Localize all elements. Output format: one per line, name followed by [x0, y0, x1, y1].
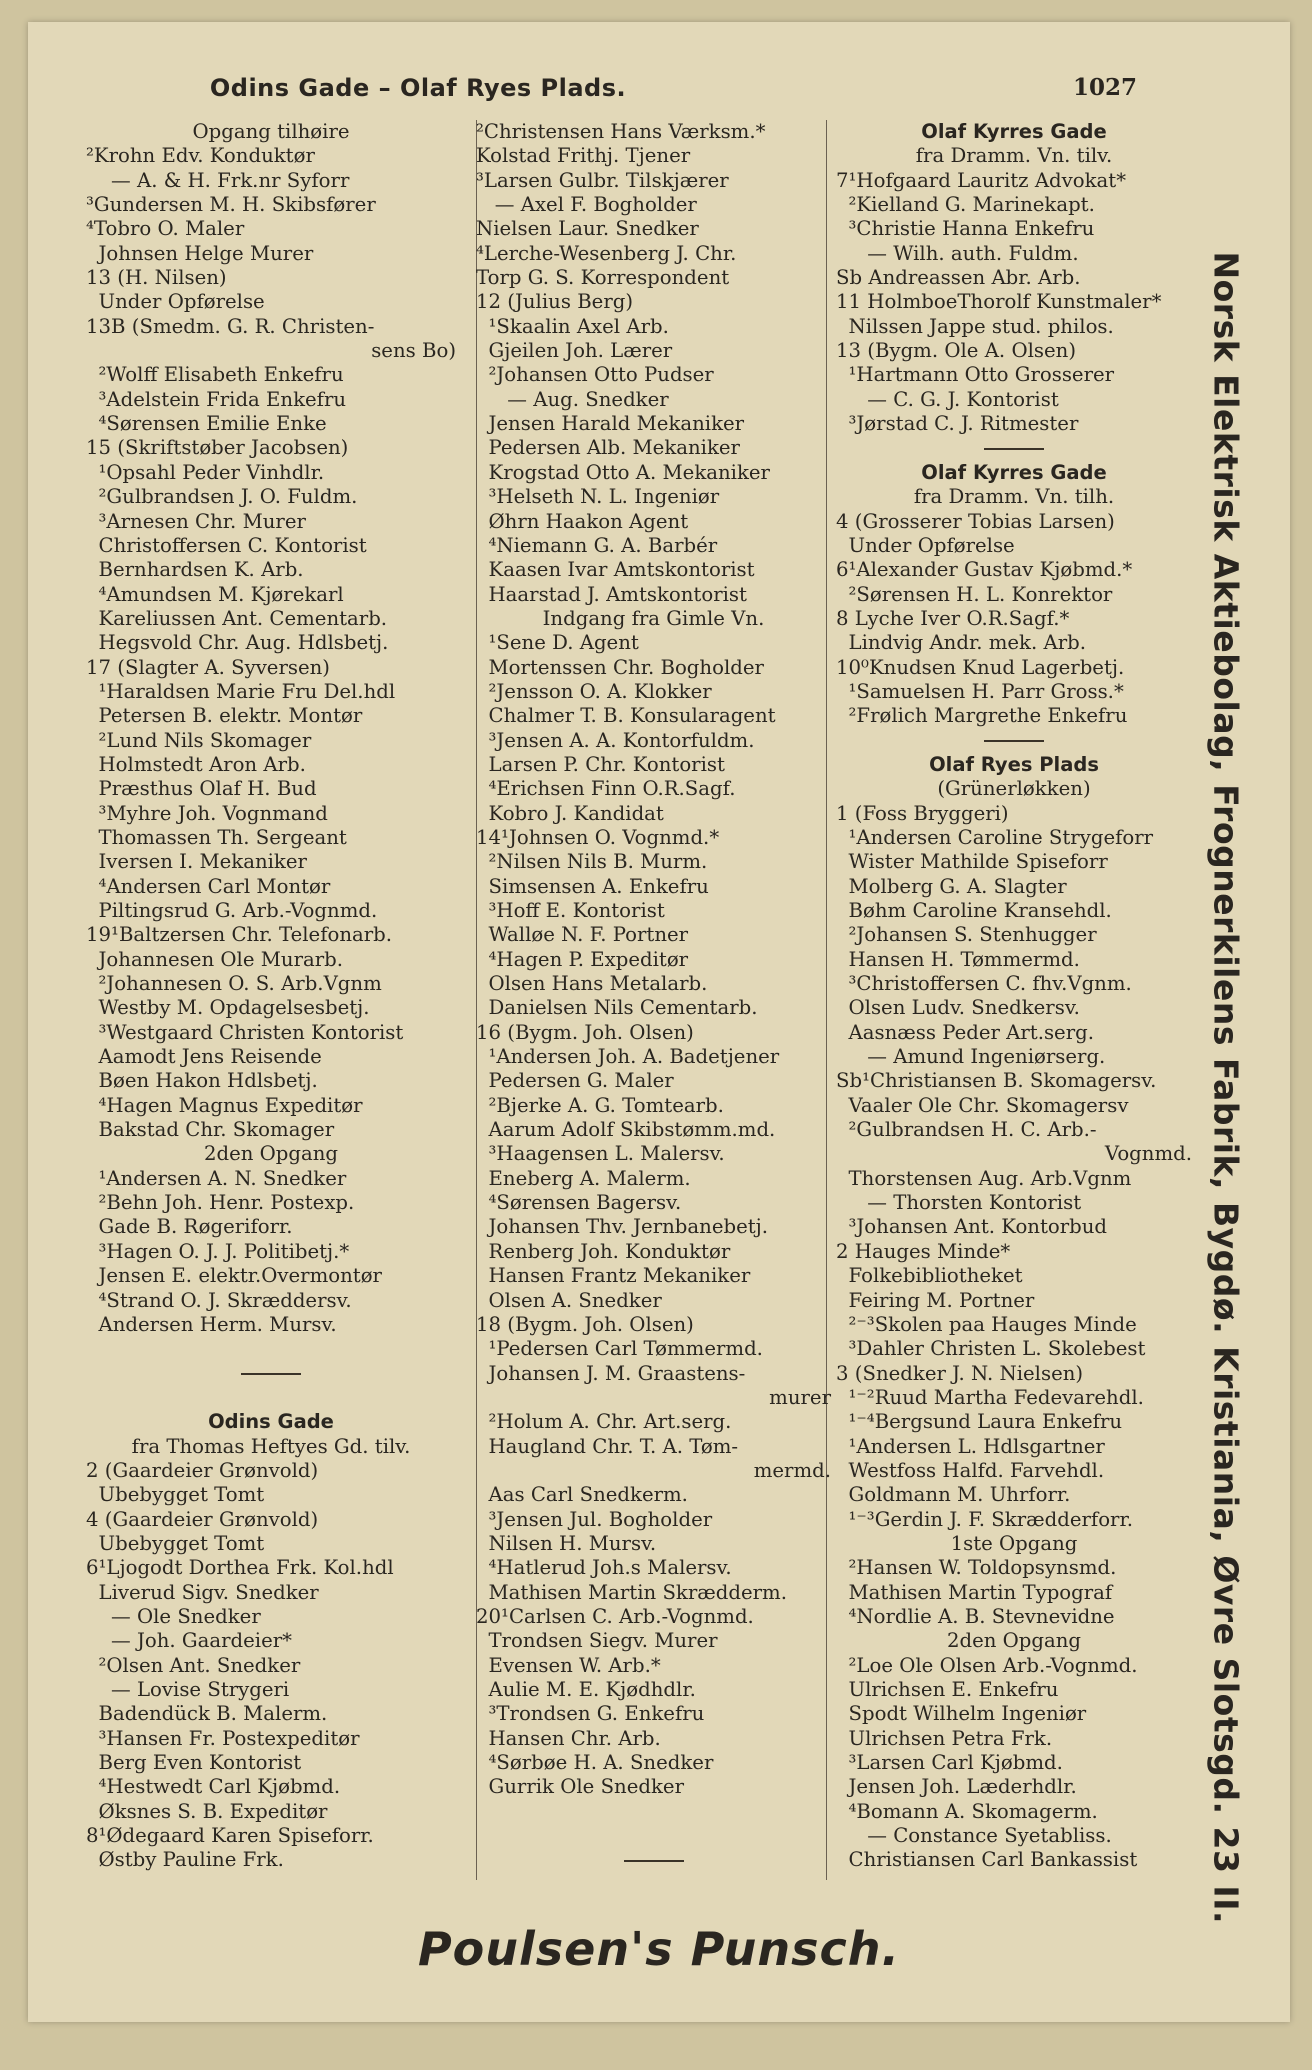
directory-entry: Feiring M. Portner [836, 1288, 1035, 1312]
divider-rule [241, 1373, 301, 1375]
section-note: fra Dramm. Vn. tilv. [915, 144, 1113, 168]
directory-entry: Larsen P. Chr. Kontorist [476, 752, 725, 776]
directory-entry: ⁴Bomann A. Skomagerm. [836, 1799, 1098, 1823]
directory-entry: ¹Samuelsen H. Parr Gross.* [836, 679, 1124, 703]
directory-entry: ²Loe Ole Olsen Arb.-Vognmd. [836, 1653, 1138, 1677]
directory-entry: Bakstad Chr. Skomager [86, 1118, 335, 1142]
directory-entry: Aulie M. E. Kjødhdlr. [476, 1678, 696, 1701]
directory-entry: ³Jensen A. A. Kontorfuldm. [476, 728, 755, 752]
column-middle [476, 120, 831, 1873]
directory-entry: ³Dahler Christen L. Skolebest [836, 1337, 1146, 1361]
directory-entry: ²Lund Nils Skomager [86, 728, 312, 752]
directory-entry: ³Haagensen L. Malersv. [476, 1142, 725, 1166]
directory-entry: — Amund Ingeniørserg. [836, 1045, 1106, 1069]
section-divider [836, 436, 1192, 460]
directory-entry: Johannesen Ole Murarb. [86, 947, 343, 971]
directory-entry: Mathisen Martin Skrædderm. [476, 1580, 787, 1604]
directory-entry: ³Myhre Joh. Vognmand [86, 801, 328, 825]
directory-entry: ⁴Sørensen Bagersv. [476, 1191, 682, 1215]
directory-entry: ³Christoffersen C. fhv.Vgnm. [836, 972, 1132, 996]
directory-entry: Ulrichsen Petra Frk. [836, 1726, 1053, 1750]
directory-entry: ¹Skaalin Axel Arb. [476, 314, 669, 338]
directory-entry: Molberg G. A. Slagter [836, 874, 1067, 898]
directory-entry: Ulrichsen E. Enkefru [836, 1678, 1059, 1701]
directory-entry: Hansen Frantz Mekaniker [476, 1264, 751, 1288]
directory-entry: ³Jørstad C. J. Ritmester [836, 412, 1079, 436]
directory-entry: Spodt Wilhelm Ingeniør [836, 1702, 1087, 1726]
entry-continuation: murer [769, 1385, 831, 1409]
directory-entry: ¹Hartmann Otto Grosserer [836, 363, 1115, 387]
section-divider [476, 1848, 831, 1872]
directory-entry: ¹Haraldsen Marie Fru Del.hdl [86, 679, 396, 703]
directory-entry: ²Johannesen O. S. Arb.Vgnm [86, 972, 382, 996]
directory-entry: Eneberg A. Malerm. [476, 1166, 691, 1190]
directory-entry: Sb¹Christiansen B. Skomagersv. [836, 1069, 1157, 1093]
directory-entry: ⁴Andersen Carl Montør [86, 874, 331, 898]
directory-entry: ²Krohn Edv. Konduktør [86, 144, 315, 168]
entry-continuation: Vognmd. [1104, 1142, 1192, 1166]
directory-entry: Renberg Joh. Konduktør [476, 1239, 731, 1263]
directory-entry: ⁴Lerche-Wesenberg J. Chr. [476, 241, 737, 265]
directory-entry: Kobro J. Kandidat [476, 801, 664, 825]
directory-entry: Nielsen Laur. Snedker [476, 217, 699, 241]
blank-line [476, 1824, 831, 1848]
directory-entry: Lindvig Andr. mek. Arb. [836, 631, 1086, 655]
directory-entry: Nilsen H. Mursv. [476, 1531, 657, 1555]
directory-entry: ¹Andersen Joh. A. Badetjener [476, 1045, 780, 1069]
directory-entry: 12 (Julius Berg) [476, 290, 634, 314]
directory-entry: Sb Andreassen Abr. Arb. [836, 266, 1081, 290]
directory-entry: Walløe N. F. Portner [476, 923, 689, 947]
directory-entry: Wister Mathilde Spiseforr [836, 850, 1108, 874]
street-heading: Olaf Kyrres Gade [921, 460, 1107, 484]
directory-entry: Hegsvold Chr. Aug. Hdlsbetj. [86, 631, 389, 655]
directory-entry: 13 (Bygm. Ole A. Olsen) [836, 339, 1076, 363]
directory-entry: Vaaler Ole Chr. Skomagersv [836, 1093, 1129, 1117]
directory-entry: ¹⁻⁴Bergsund Laura Enkefru [836, 1410, 1123, 1434]
directory-entry: Haugland Chr. T. A. Tøm- [476, 1434, 739, 1458]
directory-entry: ³Larsen Gulbr. Tilskjærer [476, 168, 729, 192]
directory-page [28, 22, 1290, 2022]
directory-entry: Andersen Herm. Mursv. [86, 1312, 337, 1336]
street-heading: Olaf Ryes Plads [929, 752, 1099, 776]
directory-entry: — Wilh. auth. Fuldm. [836, 241, 1079, 265]
directory-entry: ²Holum A. Chr. Art.serg. [476, 1410, 732, 1434]
directory-entry: ³Westgaard Christen Kontorist [86, 1020, 404, 1044]
column-right [836, 120, 1192, 1873]
directory-entry: Haarstad J. Amtskontorist [476, 582, 747, 606]
directory-entry: ²Sørensen H. L. Konrektor [836, 582, 1113, 606]
directory-entry: ¹Pedersen Carl Tømmermd. [476, 1337, 763, 1361]
side-advertisement-text: Norsk Elektrisk Aktiebolag, Frognerkilens Fabrik, Bygdø. Kristiania, Øvre Slotsgd. 23 II. [1206, 251, 1246, 1925]
section-divider [86, 1362, 456, 1386]
blank-line [86, 1337, 456, 1361]
divider-rule [624, 1860, 684, 1862]
directory-entry: ²⁻³Skolen paa Hauges Minde [836, 1312, 1137, 1336]
directory-entry: ⁴Tobro O. Maler [86, 217, 245, 241]
directory-entry: — A. & H. Frk.nr Syforr [86, 168, 350, 192]
directory-entry: Jensen Joh. Læderhdlr. [836, 1775, 1077, 1799]
directory-entry: 8¹Ødegaard Karen Spiseforr. [86, 1824, 374, 1848]
directory-entry: Aamodt Jens Reisende [86, 1045, 322, 1069]
directory-entry: Bøhm Caroline Kransehdl. [836, 899, 1112, 922]
directory-entry: Øksnes S. B. Expeditør [86, 1799, 328, 1823]
directory-entry: ²Hansen W. Toldopsynsmd. [836, 1556, 1117, 1580]
directory-entry: ²Gulbrandsen J. O. Fuldm. [86, 485, 358, 509]
directory-entry: ⁴Nordlie A. B. Stevnevidne [836, 1604, 1115, 1628]
directory-entry: Pedersen Alb. Mekaniker [476, 436, 740, 460]
directory-entry: Torp G. S. Korrespondent [476, 266, 730, 290]
directory-entry: 6¹Ljogodt Dorthea Frk. Kol.hdl [86, 1556, 394, 1580]
directory-entry: ⁴Hagen Magnus Expeditør [86, 1093, 363, 1117]
directory-entry: Krogstad Otto A. Mekaniker [476, 460, 770, 484]
directory-entry: — Ole Snedker [86, 1604, 261, 1628]
directory-entry: Goldmann M. Uhrforr. [836, 1483, 1071, 1507]
divider-rule [984, 448, 1044, 450]
directory-entry: 10⁰Knudsen Knud Lagerbetj. [836, 655, 1125, 679]
directory-entry: — C. G. J. Kontorist [836, 387, 1059, 411]
directory-entry: ²Kielland G. Marinekapt. [836, 193, 1095, 217]
directory-entry: ⁴Hestwedt Carl Kjøbmd. [86, 1775, 341, 1799]
directory-entry: ³Hoff E. Kontorist [476, 899, 665, 922]
directory-entry: ²Frølich Margrethe Enkefru [836, 704, 1128, 728]
directory-entry: Aasnæss Peder Art.serg. [836, 1020, 1094, 1044]
directory-entry: — Aug. Snedker [476, 387, 669, 411]
section-divider [836, 729, 1192, 753]
section-note: Indgang fra Gimle Vn. [542, 606, 765, 630]
directory-entry: ³Jensen Jul. Bogholder [476, 1507, 713, 1531]
directory-entry: ³Hagen O. J. J. Politibetj.* [86, 1239, 350, 1263]
entry-continuation: sens Bo) [371, 339, 456, 363]
directory-entry: ³Larsen Carl Kjøbmd. [836, 1751, 1063, 1775]
directory-entry: Aarum Adolf Skibstømm.md. [476, 1118, 776, 1142]
directory-entry: ⁴Hatlerud Joh.s Malersv. [476, 1556, 732, 1580]
directory-entry: Berg Even Kontorist [86, 1751, 302, 1775]
directory-entry: Kareliussen Ant. Cementarb. [86, 606, 388, 630]
directory-entry: Ubebygget Tomt [86, 1483, 265, 1507]
section-note: 1ste Opgang [950, 1531, 1078, 1555]
section-note: 2den Opgang [203, 1142, 339, 1166]
directory-entry: Bøen Hakon Hdlsbetj. [86, 1069, 318, 1093]
directory-entry: 3 (Snedker J. N. Nielsen) [836, 1361, 1084, 1385]
directory-entry: Iversen I. Mekaniker [86, 850, 307, 874]
directory-entry: Nilssen Jappe stud. philos. [836, 314, 1114, 338]
directory-entry: 7¹Hofgaard Lauritz Advokat* [836, 168, 1127, 192]
directory-entry: Westfoss Halfd. Farvehdl. [836, 1458, 1105, 1482]
directory-entry: ³Trondsen G. Enkefru [476, 1702, 705, 1726]
directory-entry: Holmstedt Aron Arb. [86, 752, 306, 776]
directory-entry: Liverud Sigv. Snedker [86, 1580, 319, 1604]
directory-entry: 1 (Foss Bryggeri) [836, 801, 1009, 825]
directory-entry: Trondsen Siegv. Murer [476, 1629, 718, 1653]
directory-entry: Jensen Harald Mekaniker [476, 412, 745, 436]
directory-entry: Petersen B. elektr. Montør [86, 704, 363, 728]
directory-entry: Pedersen G. Maler [476, 1069, 674, 1093]
directory-entry: Johansen J. M. Graastens- [476, 1361, 746, 1385]
directory-entry: 18 (Bygm. Joh. Olsen) [476, 1312, 694, 1336]
directory-entry: — Axel F. Bogholder [476, 193, 697, 217]
directory-entry: Jensen E. elektr.Overmontør [86, 1264, 382, 1288]
section-note: Opgang tilhøire [192, 120, 350, 143]
directory-entry: Badendück B. Malerm. [86, 1702, 328, 1726]
directory-entry: ¹⁻²Ruud Martha Fedevarehdl. [836, 1385, 1144, 1409]
directory-entry: ²Johansen Otto Pudser [476, 363, 714, 387]
directory-entry: ³Helseth N. L. Ingeniør [476, 485, 720, 509]
directory-entry: 11 HolmboeThorolf Kunstmaler* [836, 290, 1162, 314]
directory-entry: ²Jensson O. A. Klokker [476, 679, 712, 703]
directory-entry: Under Opførelse [836, 533, 1015, 557]
directory-entry: Østby Pauline Frk. [86, 1848, 284, 1872]
directory-entry: — Constance Syetabliss. [836, 1824, 1112, 1848]
directory-entry: ²Bjerke A. G. Tomtearb. [476, 1093, 724, 1117]
directory-entry: Mathisen Martin Typograf [836, 1580, 1113, 1604]
directory-entry: Christiansen Carl Bankassist [836, 1848, 1138, 1872]
directory-entry: 16 (Bygm. Joh. Olsen) [476, 1020, 694, 1044]
blank-line [476, 1800, 831, 1824]
directory-entry: 2 Hauges Minde* [836, 1239, 1011, 1263]
directory-entry: ²Wolff Elisabeth Enkefru [86, 363, 344, 387]
directory-entry: Hansen H. Tømmermd. [836, 947, 1080, 971]
directory-entry: Westby M. Opdagelsesbetj. [86, 996, 370, 1020]
directory-entry: Christoffersen C. Kontorist [86, 533, 367, 557]
directory-entry: Bernhardsen K. Arb. [86, 558, 304, 582]
directory-entry: 4 (Gaardeier Grønvold) [86, 1507, 319, 1531]
directory-entry: Piltingsrud G. Arb.-Vognmd. [86, 899, 378, 922]
directory-entry: ³Hansen Fr. Postexpeditør [86, 1726, 360, 1750]
directory-entry: ¹Sene D. Agent [476, 631, 639, 655]
directory-entry: ⁴Amundsen M. Kjørekarl [86, 582, 344, 606]
section-note: fra Thomas Heftyes Gd. tilv. [131, 1434, 411, 1458]
directory-entry: ⁴Hagen P. Expeditør [476, 947, 689, 971]
directory-entry: ⁴Erichsen Finn O.R.Sagf. [476, 777, 736, 801]
directory-entry: ³Johansen Ant. Kontorbud [836, 1215, 1108, 1239]
blank-line [86, 1386, 456, 1410]
directory-entry: Evensen W. Arb.* [476, 1653, 661, 1677]
directory-entry: ³Adelstein Frida Enkefru [86, 387, 347, 411]
directory-entry: 17 (Slagter A. Syversen) [86, 655, 330, 679]
directory-entry: Johnsen Helge Murer [86, 241, 314, 265]
directory-entry: Gurrik Ole Snedker [476, 1775, 684, 1799]
directory-entry: Olsen Ludv. Snedkersv. [836, 996, 1080, 1020]
entry-continuation: mermd. [753, 1458, 831, 1482]
directory-entry: ⁴Sørbøe H. A. Snedker [476, 1751, 714, 1775]
directory-entry: — Lovise Strygeri [86, 1678, 290, 1701]
directory-entry: ²Nilsen Nils B. Murm. [476, 850, 708, 874]
directory-entry: 14¹Johnsen O. Vognmd.* [476, 825, 720, 849]
directory-entry: — Joh. Gaardeier* [86, 1629, 292, 1653]
directory-entry: Danielsen Nils Cementarb. [476, 996, 758, 1020]
directory-entry: ³Arnesen Chr. Murer [86, 509, 306, 533]
directory-entry: ¹Andersen A. N. Snedker [86, 1166, 347, 1190]
directory-entry: Øhrn Haakon Agent [476, 509, 689, 533]
footer-advertisement: Poulsen's Punsch. [417, 1922, 901, 1976]
directory-entry: ³Gundersen M. H. Skibsfører [86, 193, 376, 217]
directory-entry: ⁴Sørensen Emilie Enke [86, 412, 327, 436]
page-number: 1027 [1073, 74, 1138, 101]
directory-entry: Olsen A. Snedker [476, 1288, 662, 1312]
directory-entry: ¹⁻³Gerdin J. F. Skrædderforr. [836, 1507, 1133, 1531]
directory-entry: ⁴Strand O. J. Skræddersv. [86, 1288, 352, 1312]
page-header [28, 74, 1290, 114]
directory-entry: ²Gulbrandsen H. C. Arb.- [836, 1118, 1097, 1142]
directory-entry: 4 (Grosserer Tobias Larsen) [836, 509, 1115, 533]
directory-entry: ⁴Niemann G. A. Barbér [476, 533, 718, 557]
directory-entry: 13B (Smedm. G. R. Christen- [86, 314, 375, 338]
directory-entry: ²Christensen Hans Værksm.* [476, 120, 766, 143]
directory-entry: Gade B. Røgeriforr. [86, 1215, 293, 1239]
directory-entry: 15 (Skriftstøber Jacobsen) [86, 436, 349, 460]
section-note: 2den Opgang [946, 1629, 1082, 1653]
directory-entry: Thorstensen Aug. Arb.Vgnm [836, 1166, 1132, 1190]
directory-entry: ²Johansen S. Stenhugger [836, 923, 1097, 947]
directory-entry: Olsen Hans Metalarb. [476, 972, 708, 996]
directory-entry: 19¹Baltzersen Chr. Telefonarb. [86, 923, 393, 947]
directory-entry: Ubebygget Tomt [86, 1531, 265, 1555]
directory-entry: 2 (Gaardeier Grønvold) [86, 1458, 319, 1482]
directory-entry: ¹Opsahl Peder Vinhdlr. [86, 460, 325, 484]
directory-entry: 6¹Alexander Gustav Kjøbmd.* [836, 558, 1133, 582]
directory-entry: 13 (H. Nilsen) [86, 266, 227, 290]
directory-entry: Hansen Chr. Arb. [476, 1726, 661, 1750]
directory-entry: Folkebibliotheket [836, 1264, 1023, 1288]
page-title: Odins Gade – Olaf Ryes Plads. [209, 74, 627, 102]
directory-entry: ²Behn Joh. Henr. Postexp. [86, 1191, 355, 1215]
directory-entry: Simsensen A. Enkefru [476, 874, 709, 898]
section-note: (Grünerløkken) [937, 777, 1091, 801]
directory-entry: 20¹Carlsen C. Arb.-Vognmd. [476, 1604, 754, 1628]
directory-entry: ³Christie Hanna Enkefru [836, 217, 1095, 241]
directory-entry: 8 Lyche Iver O.R.Sagf.* [836, 606, 1070, 630]
directory-entry: Præsthus Olaf H. Bud [86, 777, 317, 801]
directory-entry: Thomassen Th. Sergeant [86, 825, 347, 849]
directory-entry: Kolstad Frithj. Tjener [476, 144, 691, 168]
side-advertisement [1186, 251, 1266, 1972]
directory-entry: Under Opførelse [86, 290, 265, 314]
divider-rule [984, 740, 1044, 742]
section-note: fra Dramm. Vn. tilh. [913, 485, 1115, 509]
column-left [86, 120, 456, 1873]
directory-entry: Aas Carl Snedkerm. [476, 1483, 688, 1507]
street-heading: Odins Gade [208, 1410, 334, 1434]
directory-entry: Johansen Thv. Jernbanebetj. [476, 1215, 768, 1239]
directory-entry: — Thorsten Kontorist [836, 1191, 1082, 1215]
directory-entry: ¹Andersen Caroline Strygeforr [836, 825, 1154, 849]
directory-entry: Mortenssen Chr. Bogholder [476, 655, 764, 679]
directory-entry: ¹Andersen L. Hdlsgartner [836, 1434, 1105, 1458]
directory-entry: Kaasen Ivar Amtskontorist [476, 558, 755, 582]
street-heading: Olaf Kyrres Gade [921, 120, 1107, 143]
directory-entry: Gjeilen Joh. Lærer [476, 339, 673, 363]
directory-entry: Chalmer T. B. Konsularagent [476, 704, 776, 728]
directory-entry: ²Olsen Ant. Snedker [86, 1653, 301, 1677]
